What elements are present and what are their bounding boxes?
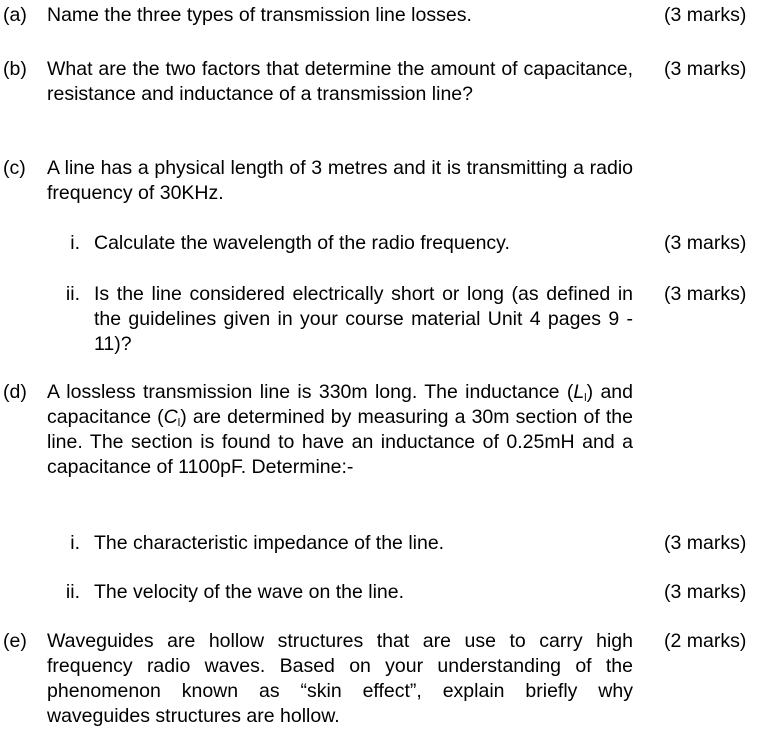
question-d-part-ii-label: ii. xyxy=(65,581,80,603)
question-a-text: Name the three types of transmission line losses. xyxy=(47,4,472,26)
question-b-text: What are the two factors that determine the amount of capacitance, resistance and inductance of a transmission line? xyxy=(47,58,633,105)
question-c-part-ii-label: ii. xyxy=(65,283,80,305)
question-c-part-i-marks: (3 marks) xyxy=(664,232,747,254)
question-d-text-part-1: A lossless transmission line is 330m long. The inductance ( xyxy=(47,381,574,403)
inductance-symbol: L xyxy=(573,381,585,403)
question-c-text: A line has a physical length of 3 metres and it is transmitting a radio frequency of 30KHz. xyxy=(47,157,633,204)
question-d-part-i-marks: (3 marks) xyxy=(664,532,747,554)
capacitance-symbol: C xyxy=(163,406,178,428)
question-d-part-ii-marks: (3 marks) xyxy=(664,581,747,603)
question-b-marks: (3 marks) xyxy=(664,58,747,80)
question-d-part-ii-text: The velocity of the wave on the line. xyxy=(94,581,405,603)
question-d-text-part-2: ) and capacitance ( xyxy=(47,381,633,428)
question-d-text-part-3: ) are determined by measuring a 30m section of the line. The section is found to have an inductance of 0.25mH and a capacitance of 1100pF. Determine:- xyxy=(47,406,633,478)
question-c-part-ii-marks: (3 marks) xyxy=(664,283,747,305)
capacitance-subscript: l xyxy=(177,417,181,429)
question-b-label: (b) xyxy=(3,58,27,80)
question-c-part-ii-text: Is the line considered electrically short or long (as defined in the guidelines given in your course material Unit 4 pages 9 - 11)? xyxy=(94,283,633,355)
question-d-part-i-text: The characteristic impedance of the line. xyxy=(94,532,445,554)
question-e-text: Waveguides are hollow structures that are use to carry high frequency radio waves. Based on your understanding of the phenomenon known as “skin effect”, explain briefly why waveguides structures are hollow. xyxy=(47,630,633,727)
question-d-text xyxy=(47,380,633,480)
question-e-label: (e) xyxy=(3,630,27,652)
question-a-marks: (3 marks) xyxy=(664,4,747,26)
question-a-label: (a) xyxy=(3,4,27,26)
question-d-label: (d) xyxy=(3,381,27,403)
question-c-label: (c) xyxy=(3,157,26,179)
question-c-part-i-label: i. xyxy=(70,232,80,254)
inductance-subscript: l xyxy=(584,392,587,404)
question-d-part-i-label: i. xyxy=(70,532,80,554)
question-c-part-i-text: Calculate the wavelength of the radio frequency. xyxy=(94,232,510,254)
question-e-marks: (2 marks) xyxy=(664,630,747,652)
